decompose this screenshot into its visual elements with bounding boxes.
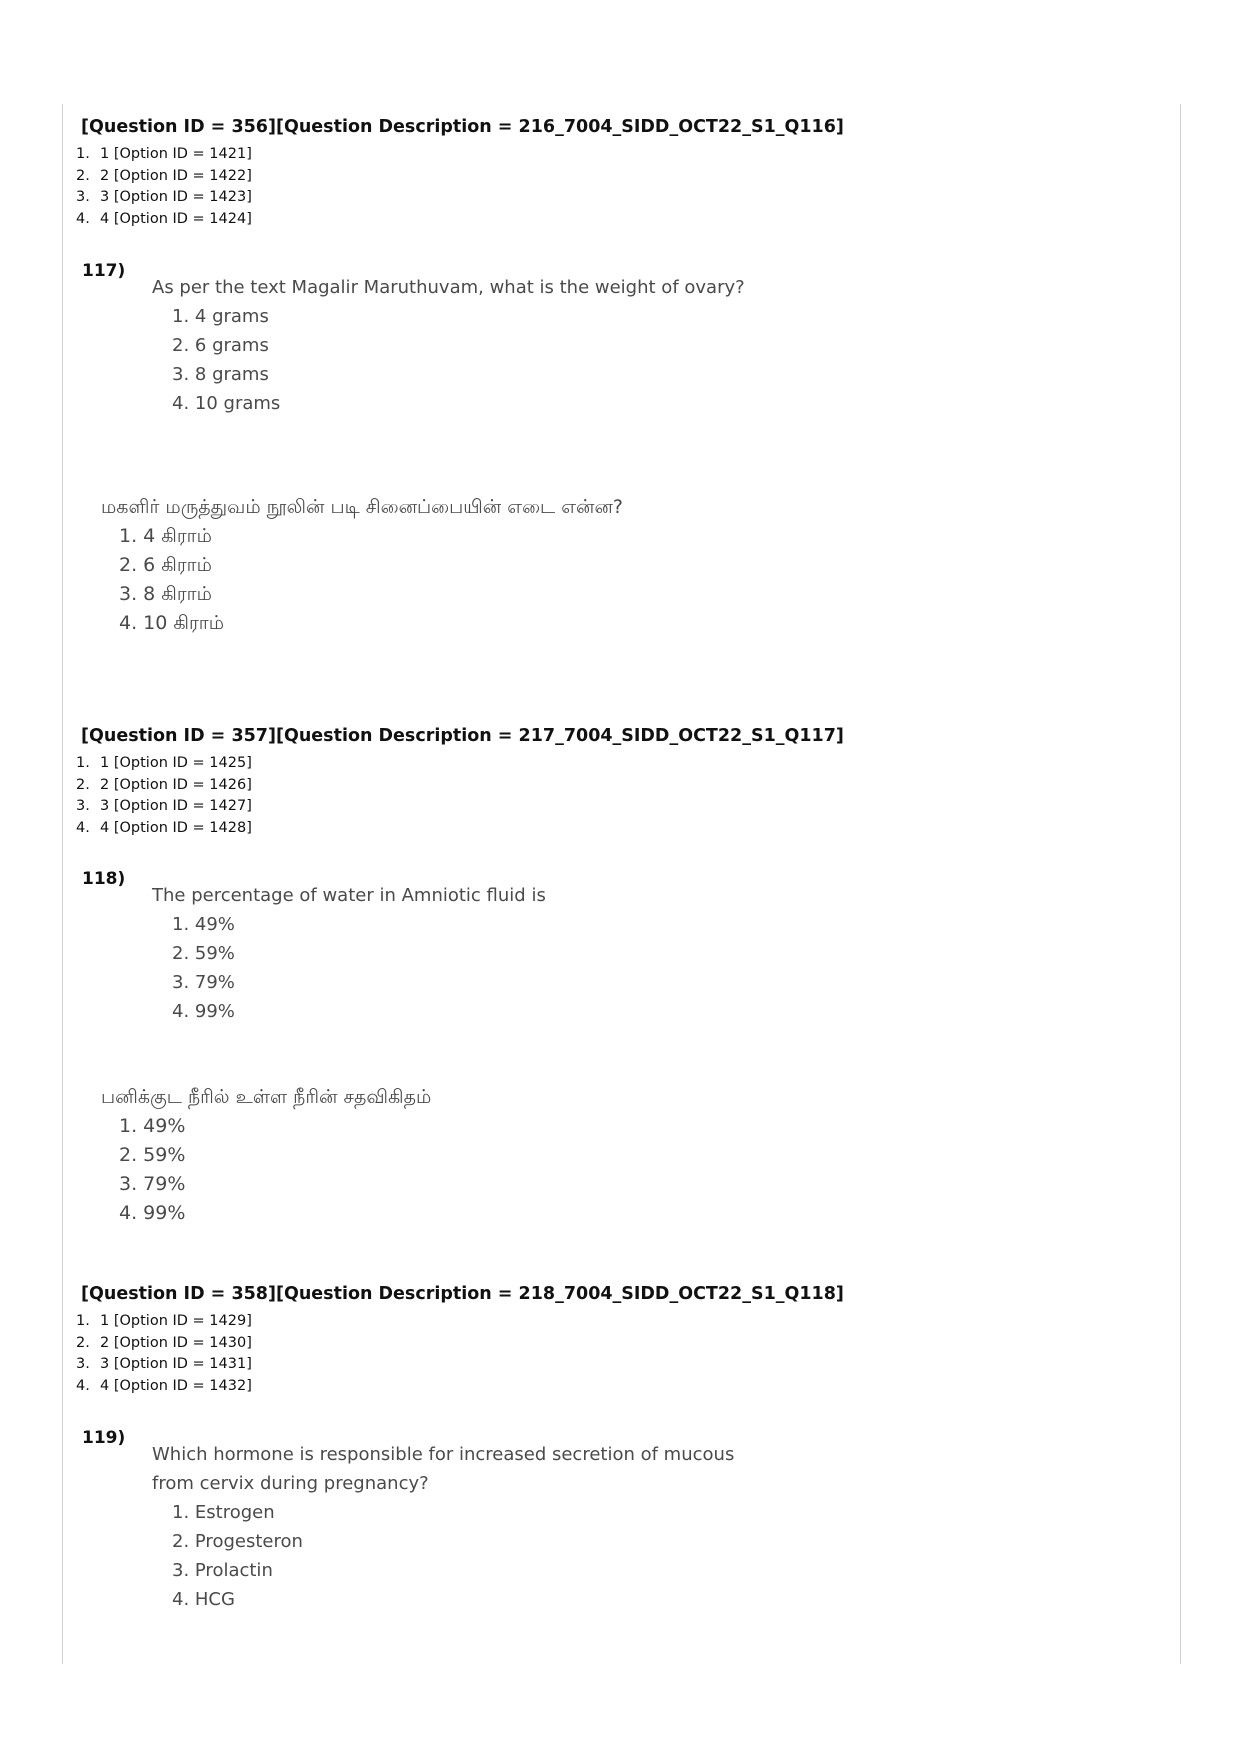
- answer-option: 4. 99%: [119, 1202, 186, 1224]
- page-left-border: [62, 104, 63, 1664]
- answer-option: 2. Progesteron: [172, 1531, 303, 1552]
- answer-option: 1. 49%: [119, 1115, 186, 1137]
- answer-options: [152, 910, 792, 1026]
- question-number: 119): [82, 1428, 126, 1448]
- answer-option: 1. 4 கிராம்: [119, 525, 212, 547]
- page-right-border: [1180, 104, 1181, 1664]
- question-number: 118): [82, 869, 126, 889]
- question-english: [152, 273, 792, 418]
- answer-option: 2. 59%: [119, 1144, 186, 1166]
- answer-option: 3. Prolactin: [172, 1560, 273, 1581]
- question-meta-header: [Question ID = 356][Question Description = 216_7004_SIDD_OCT22_S1_Q116]: [81, 117, 844, 137]
- answer-option: 4. 10 grams: [172, 393, 281, 414]
- question-text-tamil: மகளிர் மருத்துவம் நூலின் படி சினைப்பையின் எடை என்ன?: [101, 496, 623, 518]
- answer-option: 2. 59%: [172, 943, 235, 964]
- answer-option: 4. 99%: [172, 1001, 235, 1022]
- answer-option: 4. 10 கிராம்: [119, 612, 224, 634]
- question-tamil: [101, 1083, 701, 1228]
- answer-option: 3. 79%: [172, 972, 235, 993]
- question-meta-header: [Question ID = 358][Question Description = 218_7004_SIDD_OCT22_S1_Q118]: [81, 1284, 844, 1304]
- question-english: [152, 1440, 772, 1614]
- answer-option: 1. 4 grams: [172, 306, 269, 327]
- question-text: The percentage of water in Amniotic fluid is: [152, 885, 546, 906]
- answer-options: [152, 1498, 772, 1614]
- answer-options-tamil: [101, 1112, 701, 1228]
- answer-option: 1. 49%: [172, 914, 235, 935]
- answer-option: 3. 79%: [119, 1173, 186, 1195]
- answer-options: [152, 302, 792, 418]
- question-text: As per the text Magalir Maruthuvam, what is the weight of ovary?: [152, 277, 745, 298]
- question-text: Which hormone is responsible for increased secretion of mucous from cervix during pregnancy?: [152, 1444, 735, 1494]
- question-meta-header: [Question ID = 357][Question Description = 217_7004_SIDD_OCT22_S1_Q117]: [81, 726, 844, 746]
- question-english: [152, 881, 792, 1026]
- answer-option: 2. 6 grams: [172, 335, 269, 356]
- question-text-tamil: பனிக்குட நீரில் உள்ள நீரின் சதவிகிதம்: [101, 1086, 432, 1108]
- question-number: 117): [82, 261, 126, 281]
- answer-option: 1. Estrogen: [172, 1502, 275, 1523]
- answer-option: 4. HCG: [172, 1589, 235, 1610]
- answer-option: 2. 6 கிராம்: [119, 554, 212, 576]
- answer-option: 3. 8 grams: [172, 364, 269, 385]
- answer-options-tamil: [101, 522, 661, 638]
- question-tamil: [101, 493, 661, 638]
- answer-option: 3. 8 கிராம்: [119, 583, 212, 605]
